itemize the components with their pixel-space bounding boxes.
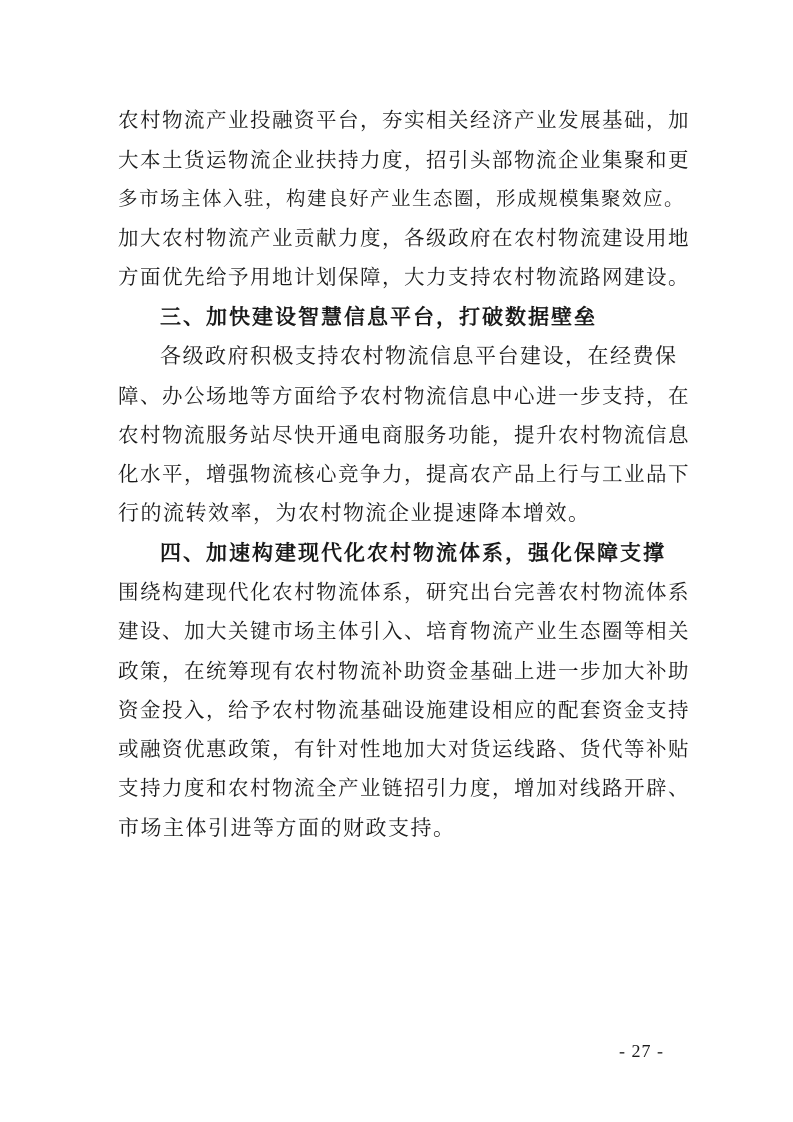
section-4-line-5: 或融资优惠政策，有针对性地加大对货运线路、货代等补贴 xyxy=(118,737,690,761)
section-3-line-5: 行的流转效率，为农村物流企业提速降本增效。 xyxy=(118,501,591,525)
page-number: - 27 - xyxy=(619,1041,664,1061)
section-3-line-3: 农村物流服务站尽快开通电商服务功能，提升农村物流信息 xyxy=(118,423,690,447)
section-4-line-1: 围绕构建现代化农村物流体系，研究出台完善农村物流体系 xyxy=(118,580,690,604)
section-4-line-6: 支持力度和农村物流全产业链招引力度，增加对线路开辟、 xyxy=(118,776,690,800)
section-3-heading: 三、加快建设智慧信息平台，打破数据壁垒 xyxy=(160,305,597,329)
section-4-line-4: 资金投入，给予农村物流基础设施建设相应的配套资金支持 xyxy=(118,698,690,722)
section-3-line-2: 障、办公场地等方面给予农村物流信息中心进一步支持，在 xyxy=(118,384,690,408)
section-3-line-4: 化水平，增强物流核心竞争力，提高农产品上行与工业品下 xyxy=(118,462,690,486)
section-4-line-2: 建设、加大关键市场主体引入、培育物流产业生态圈等相关 xyxy=(118,619,690,643)
body-line-4: 加大农村物流产业贡献力度，各级政府在农村物流建设用地 xyxy=(118,226,690,250)
body-line-1: 农村物流产业投融资平台，夯实相关经济产业发展基础，加 xyxy=(118,108,690,132)
section-3-line-1: 各级政府积极支持农村物流信息平台建设，在经费保 xyxy=(160,344,678,368)
section-4-line-7: 市场主体引进等方面的财政支持。 xyxy=(118,816,456,840)
section-4-heading: 四、加速构建现代化农村物流体系，强化保障支撑 xyxy=(160,541,666,565)
section-4-line-3: 政策，在统筹现有农村物流补助资金基础上进一步加大补助 xyxy=(118,659,690,683)
body-line-3: 多市场主体入驻，构建良好产业生态圈，形成规模集聚效应。 xyxy=(118,187,686,210)
body-line-5: 方面优先给予用地计划保障，大力支持农村物流路网建设。 xyxy=(118,265,690,289)
body-line-2: 大本土货运物流企业扶持力度，招引头部物流企业集聚和更 xyxy=(118,148,690,172)
